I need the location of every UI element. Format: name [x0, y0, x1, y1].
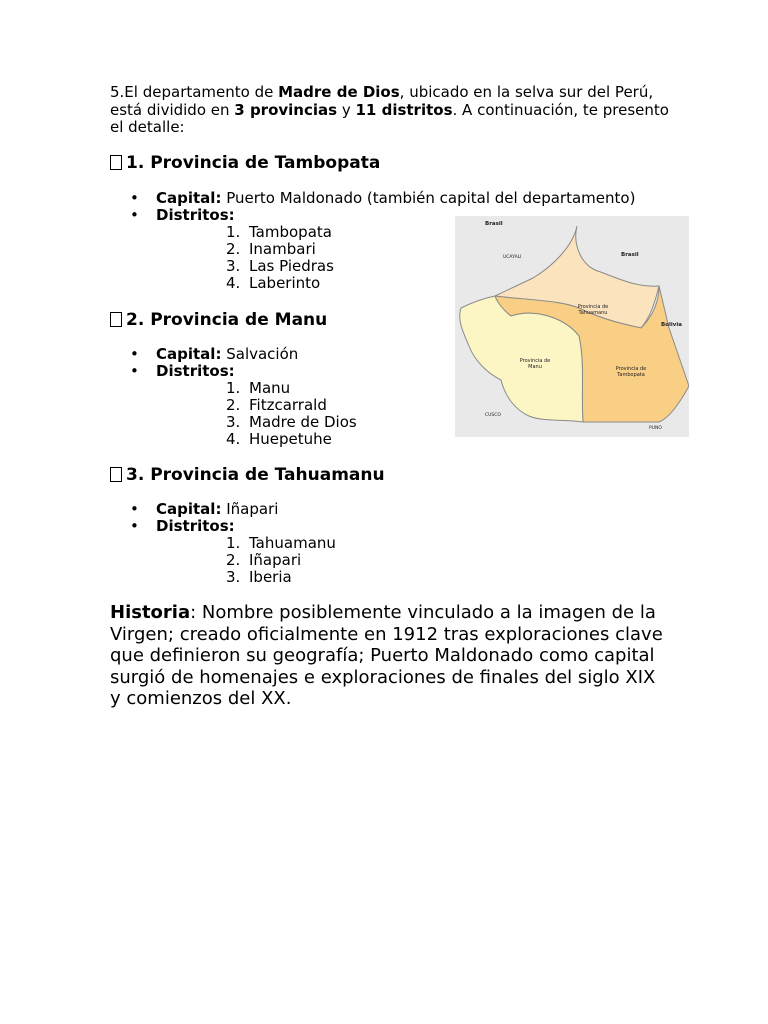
map-label-manu-1: Provincia de — [519, 358, 551, 364]
history-label: Historia — [110, 602, 191, 623]
district-item: 2. Iñapari — [226, 551, 302, 569]
district-item: 4. Laberinto — [226, 274, 321, 292]
capital-item: • Capital: Salvación — [110, 346, 357, 363]
district-list — [156, 535, 336, 586]
history-paragraph — [110, 602, 670, 710]
map-label-cusco: CUSCO — [485, 413, 501, 418]
province-count: 3 provincias — [234, 100, 338, 119]
districts-item: • Distritos: 1. Tambopata 2. Inambari 3. Las Piedras 4. Laberinto — [110, 207, 635, 292]
missing-glyph-icon — [110, 467, 122, 482]
district-item: 4. Huepetuhe — [226, 430, 332, 448]
district-list — [156, 380, 357, 448]
districts-item: • Distritos: 1. Manu 2. Fitzcarrald 3. Madre de Dios 4. Huepetuhe — [110, 363, 357, 448]
province-map — [455, 216, 689, 437]
province-section-tahuamanu — [110, 501, 336, 586]
missing-glyph-icon — [110, 155, 122, 170]
province-section-manu — [110, 346, 357, 448]
map-label-bolivia: Bolivia — [661, 322, 682, 328]
map-label-tambopata-1: Provincia de — [615, 366, 647, 372]
map-label-manu-2: Manu — [528, 364, 542, 370]
district-item: 1. Tambopata — [226, 223, 332, 241]
map-label-tambopata-2: Tambopata — [617, 372, 645, 378]
capital-value: Salvación — [226, 345, 299, 363]
district-item: 3. Iberia — [226, 568, 292, 586]
map-label-puno: PUNO — [649, 426, 662, 431]
map-label-tahuamanu-1: Provincia de — [577, 304, 609, 310]
district-item: 1. Manu — [226, 379, 291, 397]
capital-value: Iñapari — [226, 500, 279, 518]
history-text: : Nombre posiblemente vinculado a la imagen de la Virgen; creado oficialmente en 1912 tras exploraciones clave que definieron su geografía; Puerto Maldonado como capital surgió de homenajes e exploraciones de finales del siglo XIX y comienzos del XX. — [110, 602, 663, 709]
department-name: Madre de Dios — [278, 83, 400, 101]
capital-item: • Capital: Puerto Maldonado (también capital del departamento) — [110, 190, 635, 207]
district-count: 11 distritos — [355, 100, 453, 119]
province-map-svg — [455, 216, 689, 437]
map-label-brasil-1: Brasil — [485, 221, 503, 227]
missing-glyph-icon — [110, 312, 122, 327]
districts-item: • Distritos: 1. Tahuamanu 2. Iñapari 3. Iberia — [110, 518, 336, 586]
province-heading-tambopata: 1. Provincia de Tambopata — [110, 153, 380, 173]
map-label-ucayali: UCAYALI — [503, 255, 522, 260]
capital-item: • Capital: Iñapari — [110, 501, 336, 518]
district-item: 3. Las Piedras — [226, 257, 334, 275]
map-label-brasil-2: Brasil — [621, 252, 639, 258]
intro-paragraph: 5.El departamento de Madre de Dios, ubicado en la selva sur del Perú, está dividido en 3 provincias y 11 distritos. A continuación, te presento el detalle: — [110, 83, 669, 136]
province-heading-tahuamanu: 3. Provincia de Tahuamanu — [110, 465, 385, 485]
province-heading-manu: 2. Provincia de Manu — [110, 310, 327, 330]
district-item: 2. Inambari — [226, 240, 316, 258]
district-item: 2. Fitzcarrald — [226, 396, 327, 414]
district-item: 1. Tahuamanu — [226, 534, 336, 552]
district-item: 3. Madre de Dios — [226, 413, 357, 431]
capital-value: Puerto Maldonado (también capital del departamento) — [226, 189, 636, 207]
map-label-tahuamanu-2: Tahuamanu — [578, 310, 608, 316]
